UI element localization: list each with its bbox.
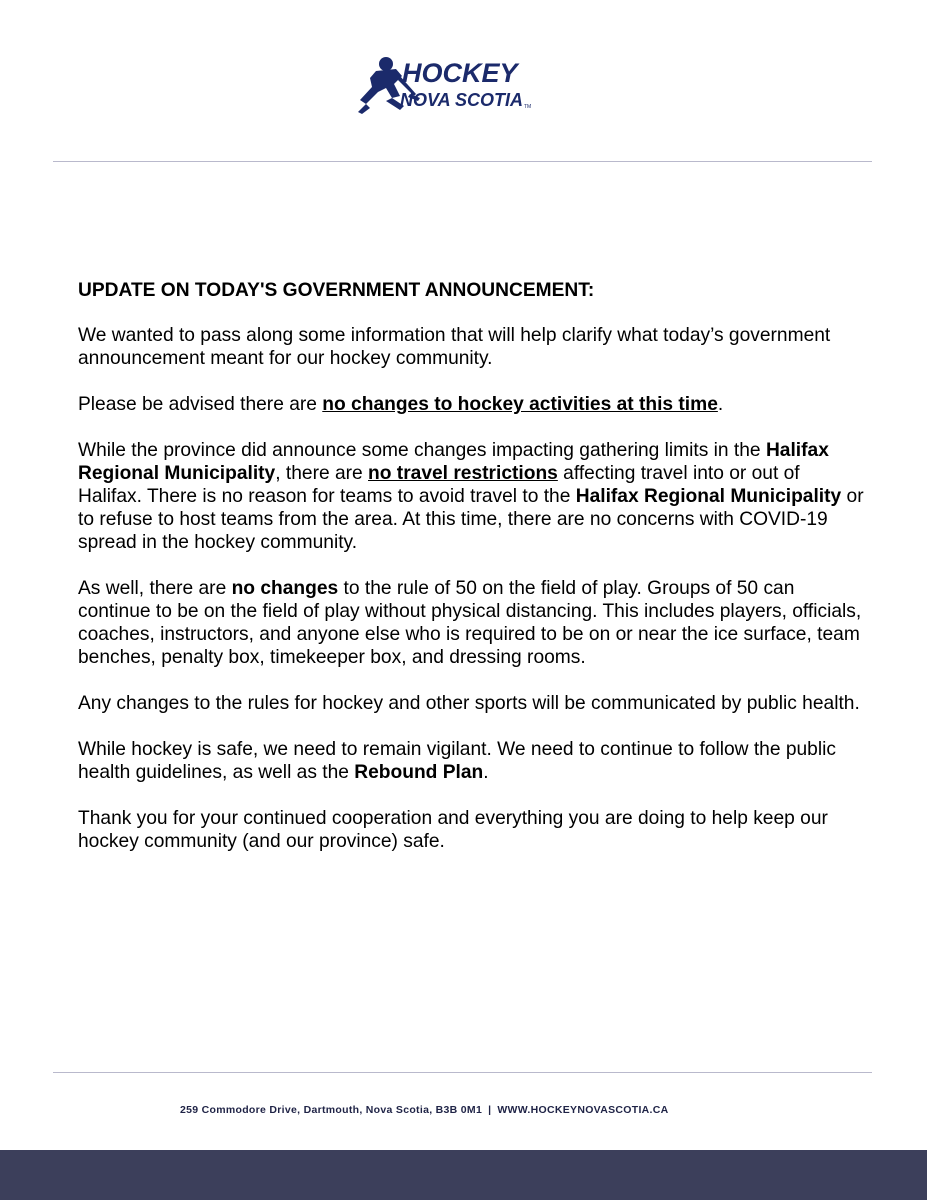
text-run: or to refuse to host teams from the area. At this time, there are no concerns with COVID-19 spread in the hockey community. [78,486,864,553]
emphasis-rebound-plan: Rebound Plan [354,762,484,783]
text-run: While the province did announce some changes impacting gathering limits in the [78,440,766,461]
emphasis-hrm: Halifax Regional Municipality [575,486,842,507]
footer-band [0,1150,927,1200]
paragraph-travel [78,439,868,554]
text-run: While hockey is safe, we need to remain vigilant. We need to continue to follow the public health guidelines, as well as the [78,739,836,783]
footer-separator: | [488,1104,492,1116]
logo-text-hockey: HOCKEY [402,58,518,88]
emphasis-no-travel-restrictions: no travel restrictions [368,463,558,484]
text-run: to the rule of 50 on the field of play. Groups of 50 can continue to be on the field of play without physical distancing. This includes players, officials, coaches, instructors, and anyone else who is required to be on or near the ice surface, team benches, penalty box, timekeeper box, and dressing rooms. [78,578,862,668]
hockey-player-icon [356,54,546,124]
text-run: As well, there are [78,578,232,599]
header-divider [53,161,872,162]
emphasis-no-changes: no changes to hockey activities at this time [322,394,718,415]
text-run: . [717,394,724,415]
text-run: Please be advised there are [78,394,323,415]
paragraph-no-changes [78,393,868,416]
paragraph-public-health: Any changes to the rules for hockey and other sports will be communicated by public health. [78,693,860,714]
paragraph-rule-of-50 [78,577,868,669]
emphasis-no-changes: no changes [231,578,339,599]
footer-website-link[interactable]: WWW.HOCKEYNOVASCOTIA.CA [497,1104,669,1116]
paragraph-vigilant [78,738,868,784]
paragraph-thank-you: Thank you for your continued cooperation and everything you are doing to help keep our hockey community (and our province) safe. [78,808,828,852]
text-run: . [483,762,489,783]
footer-divider [53,1072,872,1073]
logo-trademark: TM [524,104,532,110]
emphasis-hrm: Halifax Regional Municipality [78,440,829,484]
hockey-nova-scotia-logo [356,54,546,124]
logo-text-nova-scotia: NOVA SCOTIA [400,90,524,110]
text-run: affecting travel into or out of Halifax. There is no reason for teams to avoid travel to the [78,463,800,507]
paragraph-intro: We wanted to pass along some information that will help clarify what today’s government announcement meant for our hockey community. [78,325,831,369]
announcement-heading: UPDATE ON TODAY'S GOVERNMENT ANNOUNCEMENT: [78,280,595,301]
footer-contact [180,1104,800,1116]
text-run: , there are [275,463,369,484]
footer-address: 259 Commodore Drive, Dartmouth, Nova Scotia, B3B 0M1 [180,1104,483,1116]
announcement-body [78,279,868,876]
